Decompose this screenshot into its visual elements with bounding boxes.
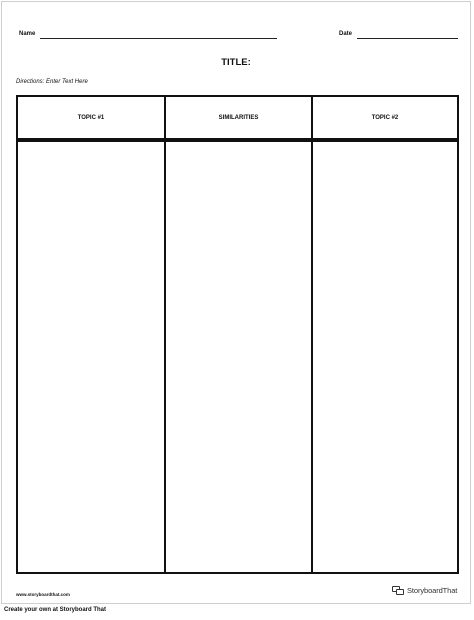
topic-1-heading[interactable]: TOPIC #1 (77, 114, 105, 121)
name-field-line[interactable] (40, 38, 277, 39)
similarities-cell[interactable] (166, 142, 311, 572)
comparison-organizer (16, 95, 459, 574)
date-field-line[interactable] (357, 38, 458, 39)
speech-bubbles-icon (392, 586, 404, 595)
storyboardthat-logo (392, 586, 457, 595)
logo-text: StoryboardThat (407, 586, 458, 595)
directions-text[interactable]: Directions: Enter Text Here (16, 79, 88, 85)
similarities-heading[interactable]: SIMILARITIES (218, 114, 259, 121)
worksheet-page (1, 1, 471, 604)
footer-url: www.storyboardthat.com (16, 592, 70, 597)
worksheet-title[interactable]: TITLE: (221, 57, 251, 68)
create-your-own-caption[interactable]: Create your own at Storyboard That (4, 607, 107, 613)
topic-2-cell[interactable] (313, 142, 457, 572)
date-label: Date (339, 31, 353, 37)
topic-1-cell[interactable] (18, 142, 164, 572)
topic-2-heading[interactable]: TOPIC #2 (371, 114, 399, 121)
name-label: Name (19, 31, 36, 37)
